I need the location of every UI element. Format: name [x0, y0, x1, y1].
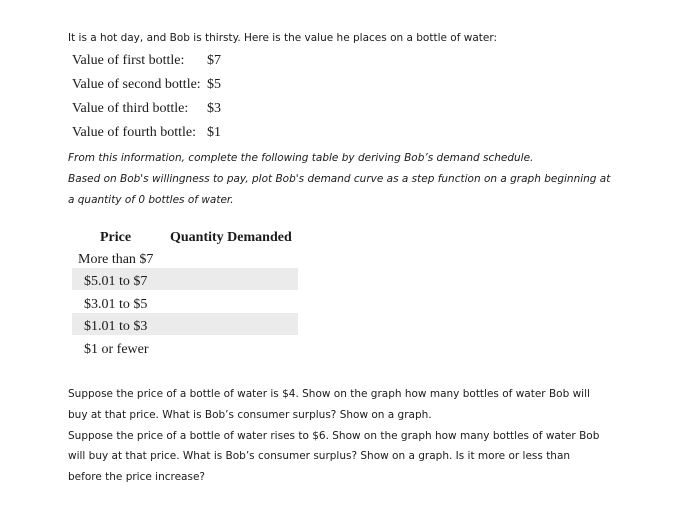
table-row-price: $3.01 to $5	[84, 297, 148, 312]
table-row-price: $1.01 to $3	[84, 319, 148, 334]
value-label-third: Value of third bottle:	[72, 101, 189, 116]
value-amount-third: $3	[207, 101, 221, 116]
question-line-5: before the price increase?	[68, 471, 205, 483]
table-row-price: $1 or fewer	[84, 342, 149, 357]
value-amount-second: $5	[207, 77, 221, 92]
instruction-line-3: a quantity of 0 bottles of water.	[68, 194, 234, 206]
table-header-price: Price	[100, 230, 132, 245]
instruction-line-1: From this information, complete the following table by deriving Bob’s demand schedule.	[68, 152, 534, 164]
value-label-fourth: Value of fourth bottle:	[72, 125, 197, 140]
question-line-1: Suppose the price of a bottle of water is $4. Show on the graph how many bottles of water Bob will	[68, 388, 590, 400]
table-row-price: $5.01 to $7	[84, 274, 148, 289]
question-line-4: will buy at that price. What is Bob’s consumer surplus? Show on a graph. Is it more or less than	[68, 450, 571, 462]
table-row-price: More than $7	[78, 252, 154, 267]
intro-text: It is a hot day, and Bob is thirsty. Here is the value he places on a bottle of water:	[68, 32, 498, 44]
value-amount-fourth: $1	[207, 125, 221, 140]
value-label-first: Value of first bottle:	[72, 53, 185, 68]
instruction-line-2: Based on Bob's willingness to pay, plot Bob's demand curve as a step function on a graph beginning at	[68, 173, 611, 185]
table-header-quantity: Quantity Demanded	[170, 230, 292, 245]
value-amount-first: $7	[207, 53, 221, 68]
question-line-2: buy at that price. What is Bob’s consumer surplus? Show on a graph.	[68, 409, 432, 421]
question-line-3: Suppose the price of a bottle of water rises to $6. Show on the graph how many bottles of water Bob	[68, 430, 600, 442]
value-label-second: Value of second bottle:	[72, 77, 201, 92]
